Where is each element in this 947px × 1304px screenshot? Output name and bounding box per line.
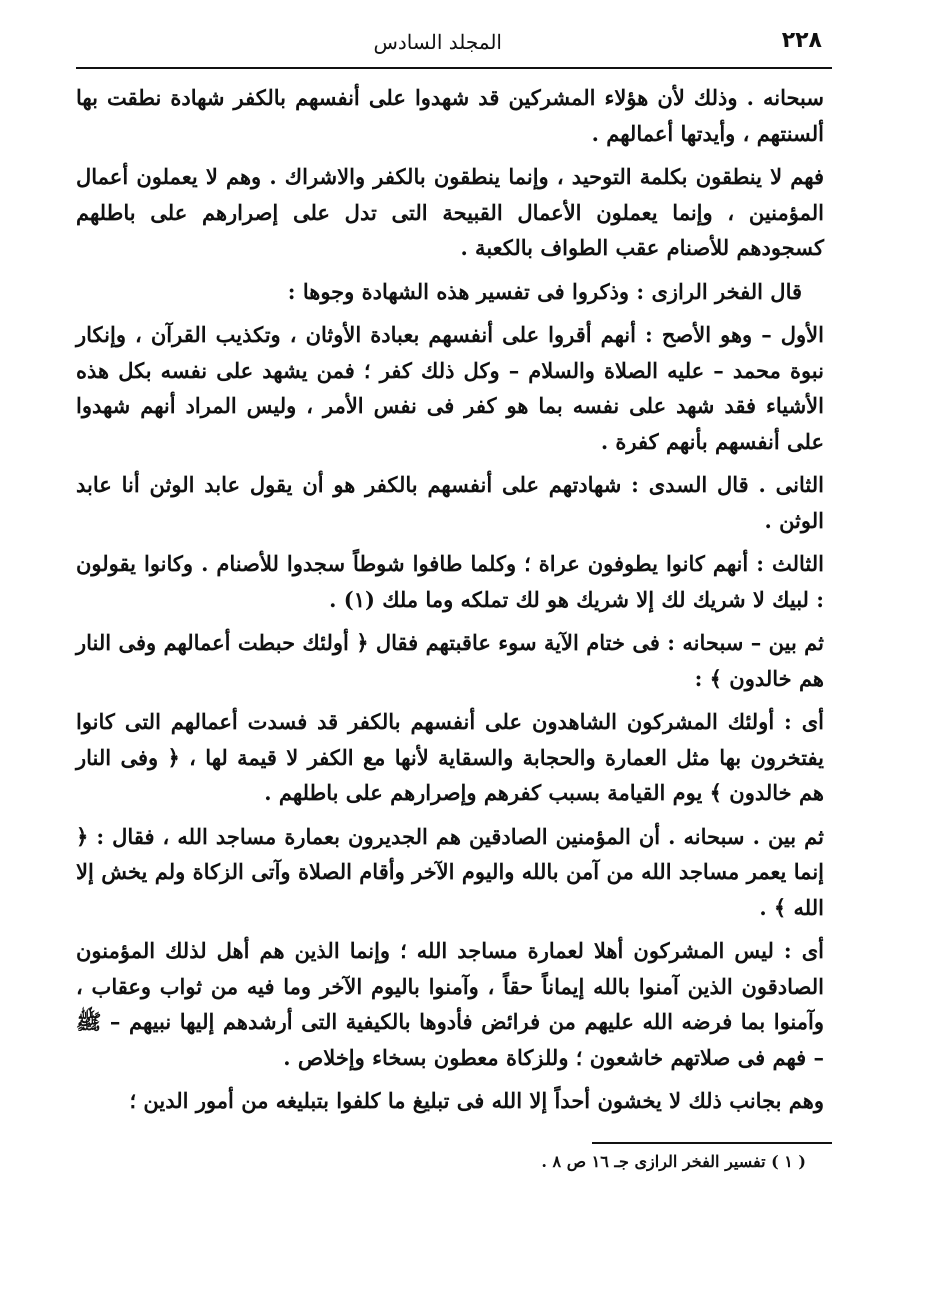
running-title: المجلد السادس — [373, 30, 502, 54]
paragraph: الثانى . قال السدى : شهادتهم على أنفسهم بالكفر هو أن يقول عابد الوثن أنا عابد الوثن . — [76, 472, 824, 533]
paragraph: سبحانه . وذلك لأن هؤلاء المشركين قد شهدوا على أنفسهم بالكفر شهادة نطقت بها ألسنتهم ، وأيدتها أعمالهم . — [76, 85, 824, 146]
paragraph: أى : ليس المشركون أهلا لعمارة مساجد الله ؛ وإنما الذين هم أهل لذلك المؤمنون الصادقون الذين آمنوا بالله إيماناً حقاً ، وآمنوا باليوم الآخر وما فيه من ثواب وعقاب ، وآمنوا بما فرضه الله عليهم من فرائض فأدوها بالكيفية التى أرشدهم إليها نبيهم – ﷺ – فهم فى صلاتهم خاشعون ؛ وللزكاة معطون بسخاء وإخلاص . — [76, 938, 824, 1070]
paragraph: ثم بين . سبحانه . أن المؤمنين الصادقين هم الجديرون بعمارة مساجد الله ، فقال : ﴿ إنما يعمر مساجد الله من آمن بالله واليوم الآخر وأقام الصلاة وآتى الزكاة ولم يخش إلا الله ﴾ . — [76, 823, 824, 920]
page-header — [76, 28, 832, 62]
main-text — [76, 80, 824, 1127]
paragraph: وهم بجانب ذلك لا يخشون أحداً إلا الله فى تبليغ ما كلفوا بتبليغه من أمور الدين ؛ — [129, 1088, 824, 1113]
footnote-divider — [592, 1142, 832, 1144]
footnote: ( ١ ) تفسير الفخر الرازى جـ ١٦ ص ٨ . — [541, 1152, 806, 1171]
paragraph: ثم بين – سبحانه : فى ختام الآية سوء عاقبتهم فقال ﴿ أولئك حبطت أعمالهم وفى النار هم خالدون ﴾ : — [76, 630, 824, 691]
paragraph: الأول – وهو الأصح : أنهم أقروا على أنفسهم بعبادة الأوثان ، وتكذيب القرآن ، وإنكار نبوة محمد – عليه الصلاة والسلام – وكل ذلك كفر ؛ فمن يشهد على نفسه بكل هذه الأشياء فقد شهد على نفسه بما هو كفر فى نفس الأمر ، وليس المراد أنهم شهدوا على أنفسهم بأنهم كفرة . — [76, 322, 824, 454]
paragraph: أى : أولئك المشركون الشاهدون على أنفسهم بالكفر قد فسدت أعمالهم التى كانوا يفتخرون بها مثل العمارة والحجابة والسقاية لأنها مع الكفر لا قيمة لها ، ﴿ وفى النار هم خالدون ﴾ يوم القيامة بسبب كفرهم وإصرارهم على باطلهم . — [76, 709, 824, 805]
paragraph: قال الفخر الرازى : وذكروا فى تفسير هذه الشهادة وجوها : — [287, 278, 802, 304]
header-divider — [76, 67, 832, 69]
page-number: ٢٢٨ — [781, 28, 822, 53]
paragraph: فهم لا ينطقون بكلمة التوحيد ، وإنما ينطقون بالكفر والاشراك . وهم لا يعملون أعمال المؤمنين ، وإنما يعملون الأعمال القبيحة التى تدل على إصرارهم على باطلهم كسجودهم للأصنام عقب الطواف بالكعبة . — [76, 164, 824, 260]
paragraph: الثالث : أنهم كانوا يطوفون عراة ؛ وكلما طافوا شوطاً سجدوا للأصنام . وكانوا يقولون : لبيك لا شريك لك إلا شريك هو لك تملكه وما ملك (١) . — [76, 551, 824, 612]
